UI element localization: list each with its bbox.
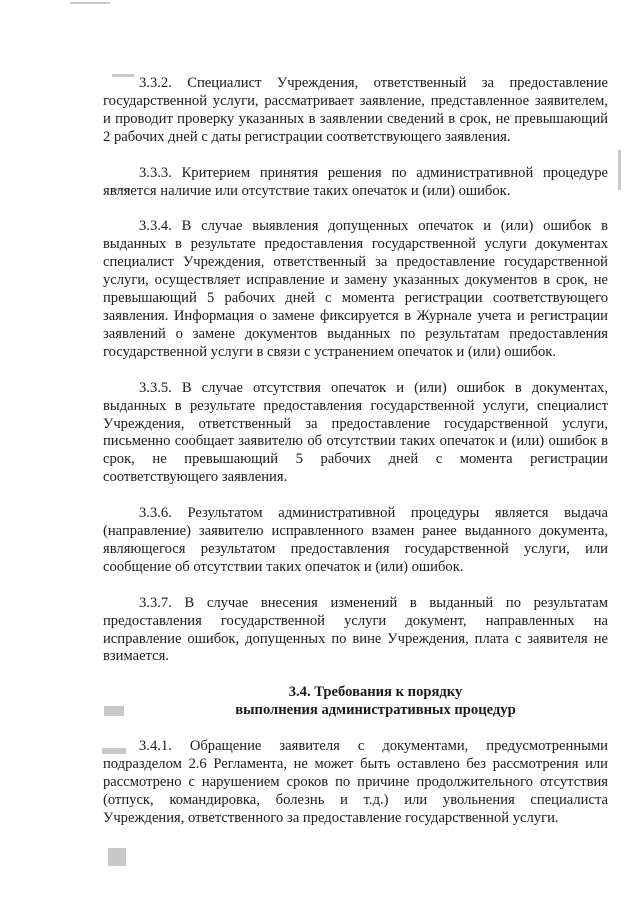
section-title-line2: выполнения административных процедур [235,702,516,719]
scan-noise [618,150,621,190]
paragraph-3-4-1: 3.4.1. Обращение заявителя с документами, предусмотренными подразделом 2.6 Регламента, не может быть оставлено без рассмотрения или рассмотрено с нарушением сроков по причине продолжительного отсутствия (отпуск, командировка, болезнь и т.д.) или увольнения специалиста Учреждения, ответственного за предоставление государственной услуги. [103,738,608,826]
paragraph-3-3-6: 3.3.6. Результатом административной процедуры является выдача (направление) заявителю исправленного взамен ранее выданного документа, являющегося результатом предоставления государственной услуги, или сообщение об отсутствии таких опечаток и (или) ошибок. [103,505,608,575]
paragraph-3-3-3: 3.3.3. Критерием принятия решения по административной процедуре является наличие или отсутствие таких опечаток и (или) ошибок. [103,164,608,199]
paragraph-3-3-5: 3.3.5. В случае отсутствия опечаток и (или) ошибок в документах, выданных в результате предоставления государственной услуги, специалист Учреждения, ответственный за предоставление государственной услуги, письменно сообщает заявителю об отсутствии таких опечаток и (или) ошибок в срок, не превышающий 5 рабочих дней с момента регистрации соответствующего заявления. [103,379,608,486]
paragraph-3-3-4: 3.3.4. В случае выявления допущенных опечаток и (или) ошибок в выданных в результате предоставления государственной услуги документах специалист Учреждения, ответственный за предоставление государственной услуги, осуществляет исправление и замену указанных документов в срок, не превышающий 5 рабочих дней с момента регистрации соответствующего заявления. Информация о замене фиксируется в Журнале учета и регистрации заявлений о замене документов выданных по результатам предоставления государственной услуги в связи с устранением опечаток и (или) ошибок. [103,218,608,360]
paragraph-3-3-7: 3.3.7. В случае внесения изменений в выданный по результатам предоставления государственной услуги документ, направленных на исправление ошибок, допущенных по вине Учреждения, плата с заявителя не взимается. [103,594,608,665]
paragraph-3-3-2: 3.3.2. Специалист Учреждения, ответственный за предоставление государственной услуги, рассматривает заявление, представленное заявителем, и проводит проверку указанных в заявлении сведений в срок, не превышающий 2 рабочих дней с даты регистрации соответствующего заявления. [103,75,608,145]
section-title-line1: 3.4. Требования к порядку [288,684,463,701]
document-body [103,75,608,846]
scan-noise [108,848,126,866]
scan-noise [70,2,110,4]
section-title-3-4 [103,684,608,720]
